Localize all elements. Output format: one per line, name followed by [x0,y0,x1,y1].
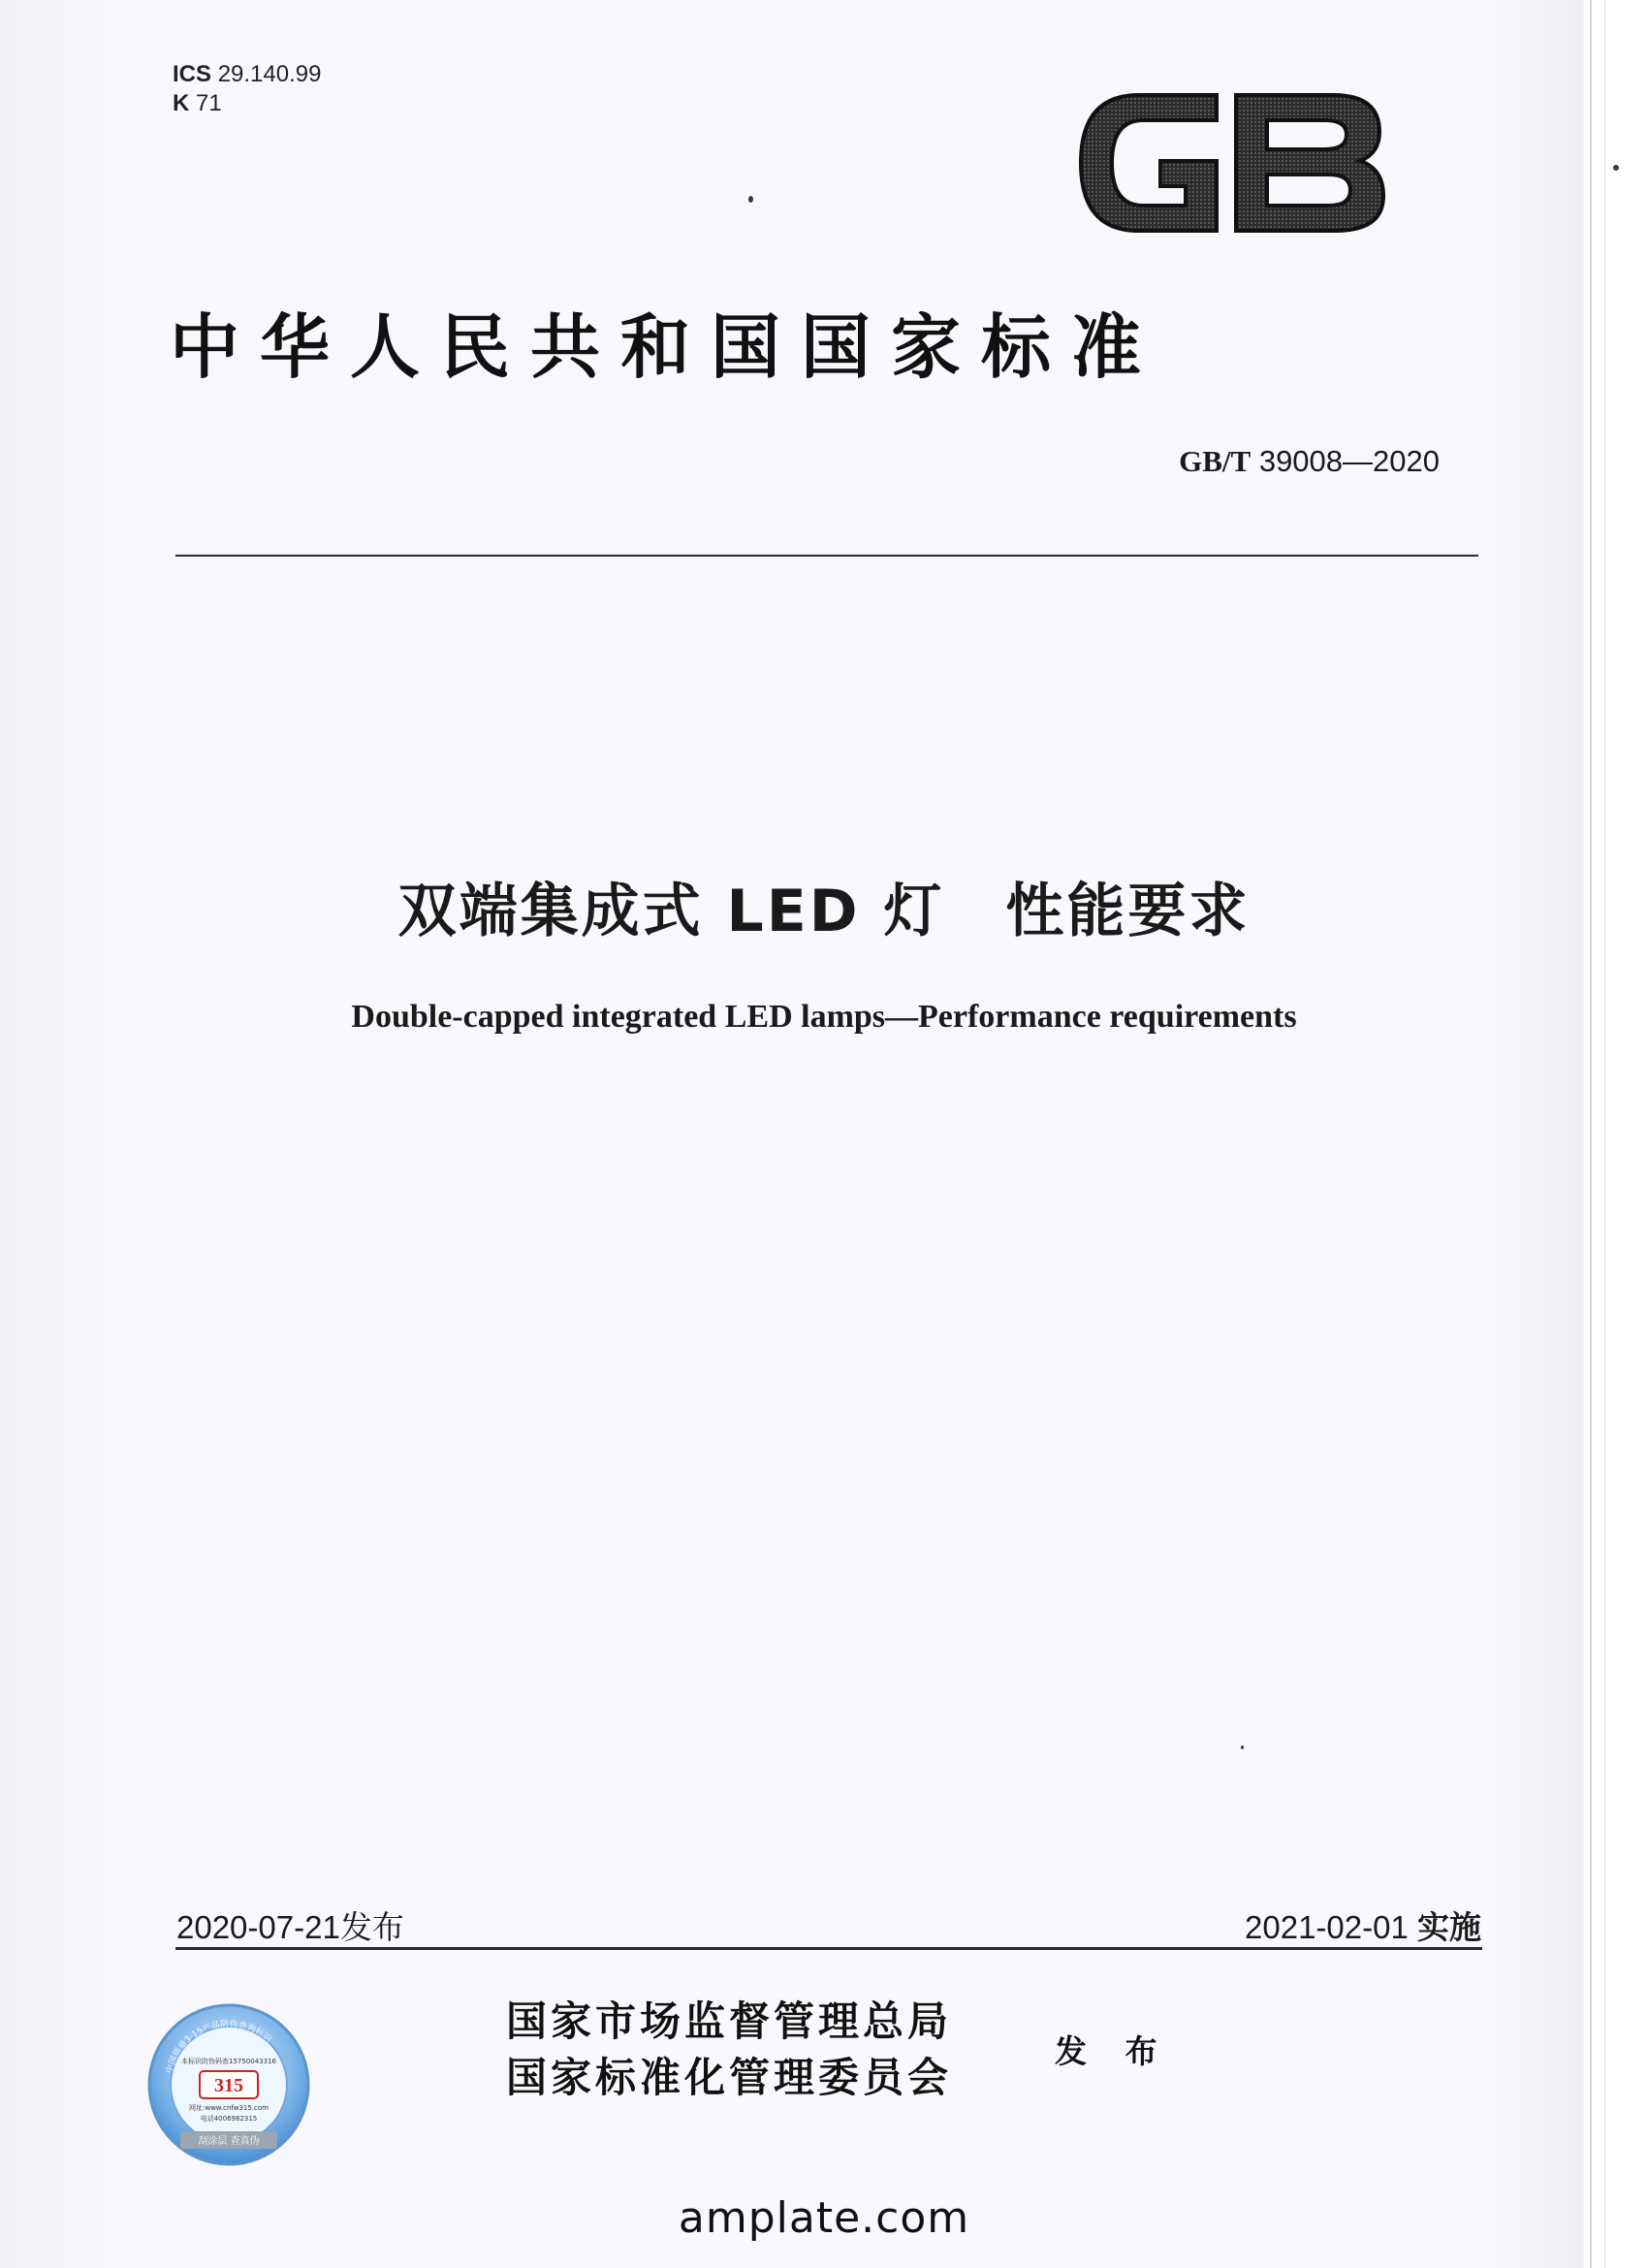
gb-logo-icon [1071,85,1391,240]
standard-prefix: GB/T [1179,444,1252,478]
seal-website-text: 网址:www.cnfw315.com [188,2104,269,2112]
header-divider [175,555,1478,557]
gb-logo-b [1236,95,1383,231]
implementation-date [1245,1902,1481,1948]
issue-date-value: 2020-07-21 [176,1909,340,1945]
scan-speck [1613,165,1619,171]
ics-label: ICS [173,61,212,87]
issue-date [176,1902,404,1948]
seal-mark-text: 315 [214,2075,243,2096]
issuer-action-label: 发 布 [1055,2032,1171,2070]
ccs-code: 71 [196,90,222,116]
classification-codes [173,60,321,118]
gb-logo-g [1081,95,1217,231]
ics-code: 29.140.99 [217,61,322,87]
scan-speck [748,196,753,203]
seal-phone-text: 电话4006982315 [200,2115,258,2123]
footer-divider [175,1947,1482,1950]
national-standard-title: 中华人民共和国国家标准 [170,306,1162,388]
ics-line [173,60,321,89]
issue-date-label: 发布 [339,1908,404,1946]
page-edge-secondary [1604,0,1605,2268]
standard-code: 39008—2020 [1258,444,1440,478]
issuer-line-sac: 国家标准化管理委员会 [506,2054,953,2101]
site-watermark: amplate.com [678,2193,970,2243]
page-edge [1590,0,1592,2268]
anti-counterfeit-seal-icon [145,2001,312,2168]
seal-ring-text: 中国质量3·15产品防伪查询标识 [165,2019,273,2075]
seal-code-text: 本标识防伪码查15750043316 [181,2058,276,2065]
ccs-line [173,89,321,118]
implementation-date-label: 实施 [1417,1908,1481,1946]
standard-number [1179,444,1440,479]
issuer-line-samr: 国家市场监督管理总局 [506,1997,953,2045]
scan-speck [1241,1745,1244,1749]
seal-scratch-text: 刮涂层 查真伪 [198,2136,260,2147]
issuing-authorities [506,1994,952,2106]
implementation-date-value: 2021-02-01 [1245,1909,1409,1945]
document-title-chinese: 双端集成式 LED 灯 性能要求 [397,878,1251,945]
document-title-english: Double-capped integrated LED lamps—Performance requirements [351,999,1297,1035]
ccs-label: K [173,90,190,116]
